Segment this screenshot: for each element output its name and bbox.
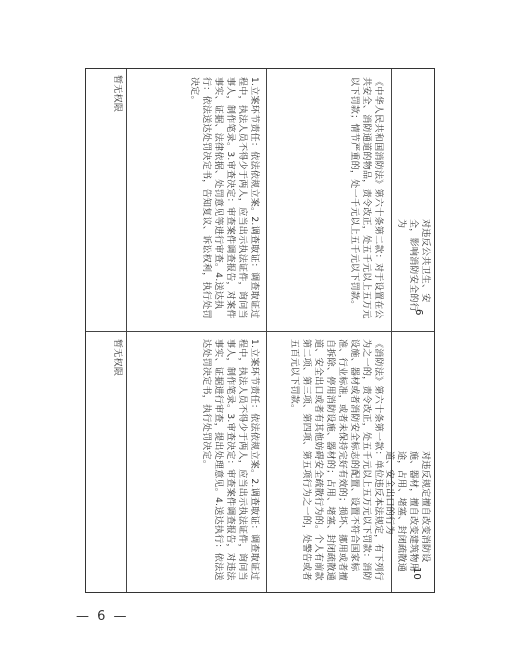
row1-number: 6 <box>413 309 424 316</box>
row1-basis: 《中华人民共和国消防法》第六十条第二款：对于设置在公共安全、消防通道的物品，责令改正，处五千元以上五万元以下罚款；情节严重的，处一千元以上五千元以下罚款。 <box>349 77 383 319</box>
row1-procedure: 1.立案环节责任：依法依规立案。2.调查取证：调查取证过程中，执法人员不得少于两人，应当出示执法证件，询问当事人，制作笔录。3.审查决定：审查案件调查报告，对案件事实、证据、法律依据、处罚意见等进行审查。4.送达执行：依法送达处罚决定书，告知复议、诉讼权利，执行处罚决定。 <box>189 77 259 319</box>
page-number: — 6 — <box>76 609 129 624</box>
row2-number: 10 <box>411 567 422 580</box>
row2-header: 对违反规定擅自改变消防设施、器材，擅自改变建筑物用途，占用、堵塞、封闭疏散通道、安全出口的行为 <box>384 451 430 572</box>
column-divider <box>126 69 127 592</box>
row2-basis: 《消防法》第六十条第一款：单位违反本法规定，有下列行为之一的，责令改正，处五千元以上五万元以下罚款：消防设施、器材或者消防安全标志的配置、设置不符合国家标准、行业标准，或者未保持完好有效的；损坏、挪用或者擅自拆除、停用消防设施、器材的；占用、堵塞、封闭疏散通道、安全出口或者有其他妨碍安全疏散行为的。个人有前款第二项、第三项、第四项、第五项行为之一的，处警告或者五百元以下罚款。 <box>289 339 383 581</box>
rotated-table <box>85 68 435 593</box>
row-divider <box>86 331 434 332</box>
column-divider <box>266 69 267 592</box>
row2-note: 暂无权限 <box>112 339 122 377</box>
row2-procedure: 1.立案环节责任：依法依规立案。2.调查取证：调查取证过程中，执法人员不得少于两人，应当出示执法证件，询问当事人，制作笔录。3.审查决定：审查案件调查报告，对违法事实、证据进行审查，提出处理意见。4.送达执行：依法送达处罚决定书，执行处罚决定。 <box>201 339 259 581</box>
row1-note: 暂无权限 <box>112 75 122 113</box>
row1-header: 对违反公共卫生、安全，影响消防安全的行为 <box>396 219 430 313</box>
